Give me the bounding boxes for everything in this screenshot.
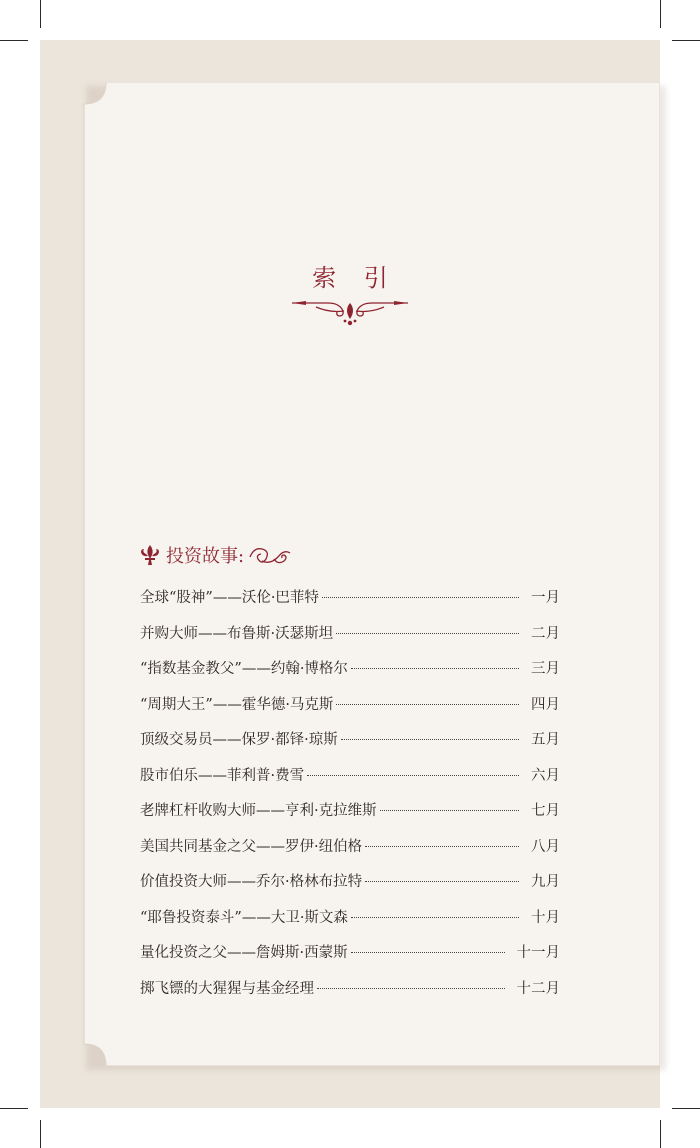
index-entry: [140, 870, 560, 906]
entry-title: “周期大王”——霍华德·马克斯: [140, 696, 334, 713]
scroll-flourish-icon: [248, 543, 292, 567]
crop-mark: [0, 1108, 28, 1109]
entry-month: 十月: [531, 909, 560, 926]
entry-month: 三月: [531, 661, 560, 677]
index-entry: [140, 657, 560, 693]
crop-mark: [660, 0, 661, 28]
crop-mark: [660, 1120, 661, 1148]
entry-title: 老牌杠杆收购大师——亨利·克拉维斯: [140, 803, 377, 819]
dot-leader: [336, 633, 519, 634]
dot-leader: [351, 952, 505, 953]
crop-mark: [672, 40, 700, 41]
entry-title: 顶级交易员——保罗·都铎·琼斯: [140, 732, 338, 748]
dot-leader: [365, 846, 519, 847]
entry-title: “耶鲁投资泰斗”——大卫·斯文森: [140, 909, 348, 926]
section-header: [140, 541, 292, 569]
entry-title: 并购大师——布鲁斯·沃瑟斯坦: [140, 625, 334, 642]
section-heading: 投资故事:: [166, 546, 245, 567]
index-entry: [140, 622, 560, 658]
dot-leader: [365, 881, 519, 882]
index-entry: [140, 977, 560, 1013]
crop-mark: [672, 1108, 700, 1109]
ornamental-divider-icon: [288, 297, 412, 329]
entry-month: 四月: [531, 696, 560, 713]
entry-month: 五月: [531, 732, 560, 748]
dot-leader: [336, 704, 519, 705]
entry-month: 九月: [531, 874, 560, 890]
dot-leader: [351, 917, 519, 918]
entry-title: 掷飞镖的大猩猩与基金经理: [140, 980, 314, 997]
index-entry: [140, 906, 560, 942]
dot-leader: [307, 775, 519, 776]
index-entry: [140, 941, 560, 977]
index-entry: [140, 799, 560, 835]
dot-leader: [322, 597, 519, 598]
dot-leader: [351, 668, 519, 669]
crop-mark: [40, 0, 41, 28]
entry-title: 全球“股神”——沃伦·巴菲特: [140, 590, 319, 606]
entry-month: 一月: [531, 590, 560, 606]
entry-month: 十二月: [516, 980, 560, 997]
index-entry: [140, 728, 560, 764]
index-list: [140, 586, 560, 1012]
entry-title: 股市伯乐——菲利普·费雪: [140, 767, 305, 784]
entry-month: 八月: [531, 838, 560, 855]
entry-month: 七月: [531, 803, 560, 819]
index-entry: [140, 764, 560, 800]
index-entry: [140, 835, 560, 871]
index-entry: [140, 693, 560, 729]
fleur-de-lis-icon: [140, 544, 160, 566]
crop-mark: [0, 40, 28, 41]
entry-title: 价值投资大师——乔尔·格林布拉特: [140, 874, 363, 890]
dot-leader: [317, 988, 505, 989]
dot-leader: [341, 739, 519, 740]
entry-title: “指数基金教父”——约翰·博格尔: [140, 661, 348, 677]
entry-title: 量化投资之父——詹姆斯·西蒙斯: [140, 945, 348, 961]
page-title: 索 引: [312, 264, 398, 292]
entry-title: 美国共同基金之父——罗伊·纽伯格: [140, 838, 363, 855]
entry-month: 六月: [531, 767, 560, 784]
dot-leader: [380, 810, 519, 811]
entry-month: 二月: [531, 625, 560, 642]
index-entry: [140, 586, 560, 622]
crop-mark: [40, 1120, 41, 1148]
entry-month: 十一月: [516, 945, 560, 961]
